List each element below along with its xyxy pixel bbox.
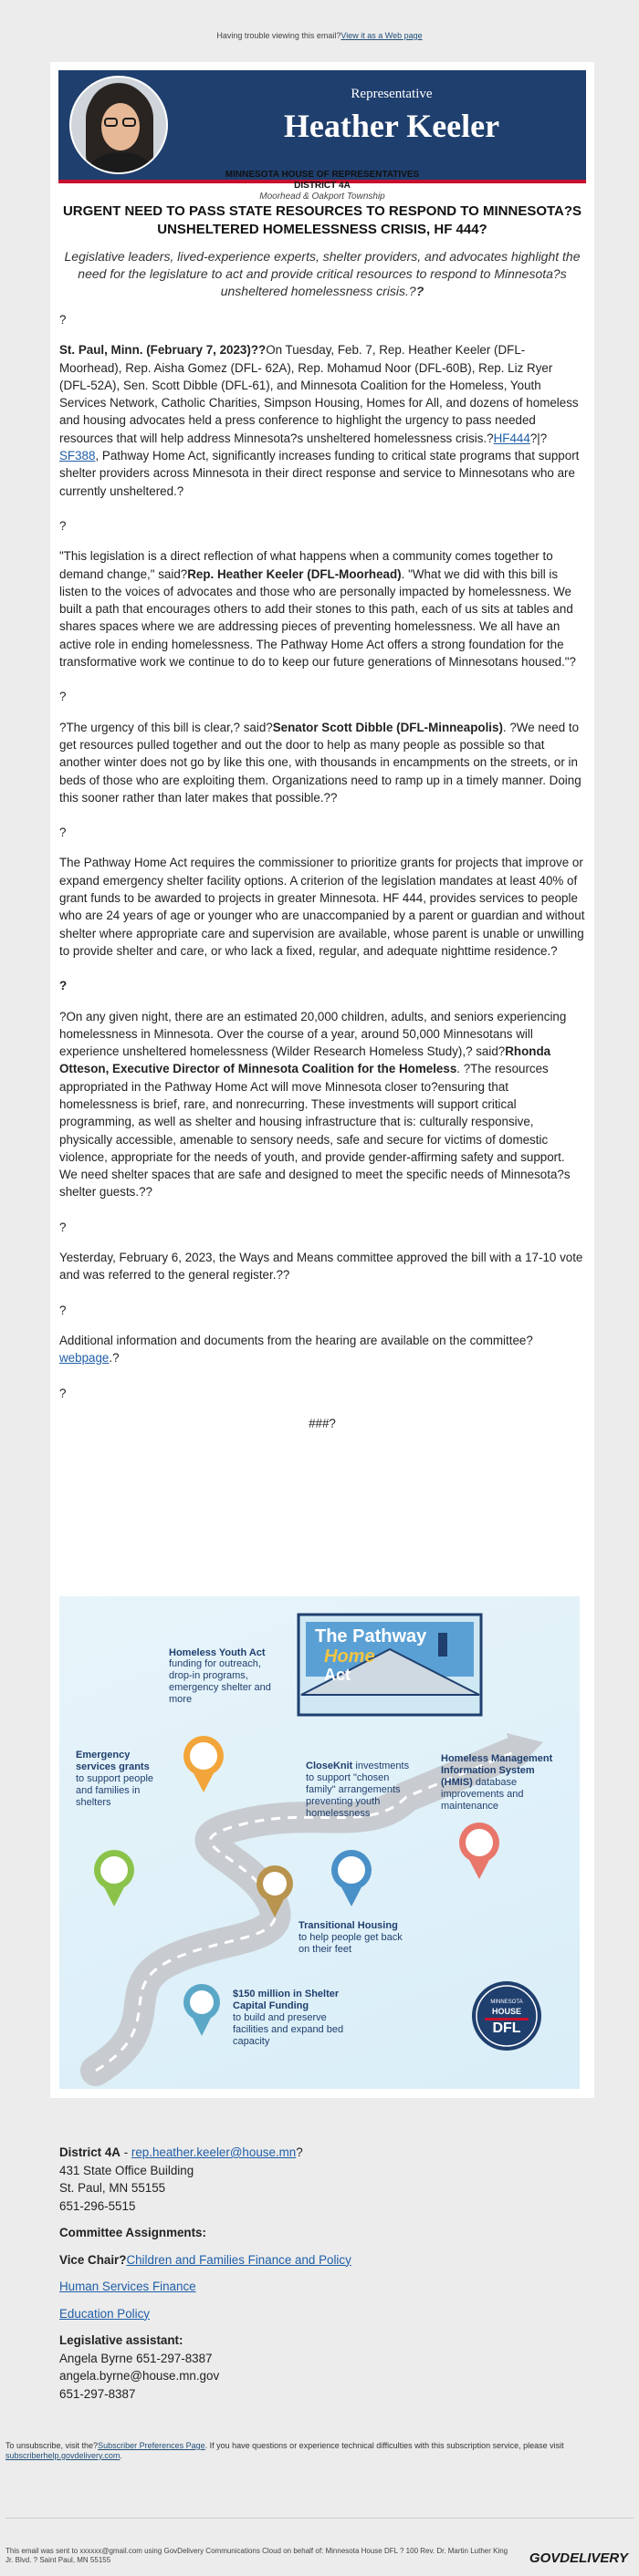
unsubscribe-footer: To unsubscribe, visit the?Subscriber Preferences Page. If you have questions or experience technical difficulties with this subscription service, please visit subscriberhelp.govdelivery.com. bbox=[5, 2441, 564, 2460]
paragraph-dibble-quote: ?The urgency of this bill is clear,? said?Senator Scott Dibble (DFL-Minneapolis). ?We need to get resources pulled together and out the door to help as many people as possible so that another winter does not go by like this one, with thousands in encampments on the streets, or in beds of those who are exploiting them. Organizations need to ramp up in a timely manner. Doing this sooner rather than later makes that possible.?? bbox=[59, 720, 581, 805]
assistant-heading: Legislative assistant: bbox=[59, 2333, 183, 2347]
committee-link-children[interactable]: Children and Families Finance and Policy bbox=[126, 2252, 351, 2267]
committee-heading: Committee Assignments: bbox=[59, 2226, 206, 2239]
spacer-mark: ? bbox=[59, 979, 68, 993]
sf388-link[interactable]: SF388 bbox=[59, 449, 96, 463]
closeknit-head: CloseKnit bbox=[306, 1761, 353, 1771]
paragraph-additional-info: Additional information and documents from the hearing are available on the committee?webpage.? bbox=[59, 1333, 533, 1366]
hmis-body: database improvements and maintenance bbox=[441, 1777, 524, 1812]
emergency-grants-wrap bbox=[76, 1750, 162, 1850]
emergency-grants-body: to support people and families in shelters bbox=[76, 1773, 154, 1808]
shelter-capital-body: to build and preserve facilities and expand bed capacity bbox=[233, 2012, 344, 2047]
house-line2: DISTRICT 4A bbox=[294, 181, 351, 191]
pin-capital-icon bbox=[183, 1984, 220, 2036]
spacer-mark: ? bbox=[59, 1303, 67, 1317]
transitional-body: to help people get back on their feet bbox=[299, 1932, 403, 1955]
spacer-mark: ? bbox=[59, 1386, 67, 1400]
subheadline: Legislative leaders, lived-experience experts, shelter providers, and advocates highlight the need for the legislature to act and provide critical resources to respond to Minnesota?s unsheltered homelessness crisis.?? bbox=[64, 249, 581, 298]
spacer-mark: ? bbox=[59, 690, 67, 704]
emergency-grants-head: Emergency services grants bbox=[76, 1750, 150, 1772]
end-marker: ###? bbox=[309, 1416, 336, 1430]
pin-emergency-icon bbox=[94, 1850, 134, 1906]
office-phone: 651-296-5515 bbox=[59, 2198, 136, 2213]
banner-name: Heather Keeler bbox=[283, 108, 500, 144]
spacer-mark: ? bbox=[59, 826, 67, 840]
banner-title: Representative bbox=[351, 87, 433, 101]
closeknit-body: investments to support "chosen family" arrangements preventing youth homelessness bbox=[306, 1761, 410, 1819]
committee-item bbox=[59, 2278, 585, 2296]
mn-house-dfl-logo bbox=[472, 1981, 541, 2051]
email-link[interactable]: rep.heather.keeler@house.mn bbox=[131, 2145, 297, 2159]
address-line1: 431 State Office Building bbox=[59, 2163, 194, 2177]
pin-youth-icon bbox=[183, 1736, 224, 1792]
vice-chair-line: Vice Chair?Children and Families Finance and Policy bbox=[59, 2252, 351, 2267]
infographic-svg bbox=[59, 1596, 580, 2089]
paragraph-intro: St. Paul, Minn. (February 7, 2023)??On Tuesday, Feb. 7, Rep. Heather Keeler (DFL- Moorhead), Rep. Aisha Gomez (DFL- 62A), Rep. Mohamud Noor (DFL-60B), Rep. Liz Ryer (DFL-52A), Sen. Scott Dibble (DFL-61), and Minnesota Coalition for the Homeless, Youth Services Network, Catholic Charities, Simpson Housing, Homes for All, and dozens of homeless and housing advocates held a press conference to highlight the urgency to pass needed resources that will help address Minnesota?s unsheltered homelessness crisis.?HF444?|?SF388, Pathway Home Act, significantly increases funding to critical state programs that support shelter providers across Minnesota in their direct response and service to Minnesotans who are currently unsheltered.? bbox=[59, 343, 580, 498]
paragraph-pathway-act: The Pathway Home Act requires the commissioner to prioritize grants for projects that improve or expand emergency shelter facility options. A criterion of the legislation mandates at least 40% of grant funds to be awarded to projects in greater Minnesota. HF 444, provides services to people who are 24 years of age or younger who are unaccompanied by a parent or guardian and without shelter where appropriate care and supervision are available, whose parent is unable or unwilling to provide shelter and care, or who lack a fixed, regular, and adequate nighttime residence.? bbox=[59, 856, 585, 958]
address-line2: St. Paul, MN 55155 bbox=[59, 2181, 166, 2195]
govdelivery-logo: GOVDELIVERY bbox=[529, 2550, 628, 2566]
hf444-link[interactable]: HF444 bbox=[493, 431, 530, 445]
shelter-capital-wrap bbox=[233, 1989, 361, 2080]
pathway-home-infographic bbox=[59, 1596, 580, 2089]
logo-bottom: DFL bbox=[492, 2020, 521, 2036]
spacer-mark: ? bbox=[59, 518, 67, 533]
headline: URGENT NEED TO PASS STATE RESOURCES TO RESPOND TO MINNESOTA?S UNSHELTERED HOMELESSNESS CRISIS, HF 444? bbox=[62, 203, 582, 237]
spacer-mark: ? bbox=[59, 1220, 67, 1234]
header-banner bbox=[58, 70, 586, 183]
sent-notice: This email was sent to xxxxxx@gmail.com using GovDelivery Communications Cloud on behalf of: Minnesota House DFL ? 100 Rev. Dr. Martin Luther King Jr. Blvd. ? Saint Paul, MN 55155 bbox=[5, 2547, 508, 2564]
pin-closeknit-icon bbox=[331, 1850, 372, 1906]
transitional-head: Transitional Housing bbox=[299, 1920, 398, 1931]
committee-webpage-link[interactable]: webpage bbox=[59, 1351, 110, 1366]
paragraph-otteson-quote: ?On any given night, there are an estimated 20,000 children, adults, and seniors experiencing homelessness in Minnesota. Over the course of a year, around 50,000 Minnesotans will experience unsheltered homelessness (Wilder Research Homeless Study),? said?Rhonda Otteson, Executive Director of Minnesota Coalition for the Homeless. ?The resources appropriated in the Pathway Home Act will move Minnesota closer to?ensuring that homelessness is brief, rare, and nonrecurring. These investments will support critical programming, as well as shelter and housing infrastructure that is: culturally responsive, physically accessible, amenable to sensory needs, safe and secure for victims of domestic violence, appropriate for the needs of youth, and provide gender-affirming safety and support. We need shelter spaces that are safe and designed to meet the specific needs of Minnesota?s shelter guests.?? bbox=[59, 1009, 571, 1200]
house-town: Moorhead & Oakport Township bbox=[259, 192, 385, 202]
youth-act-body: funding for outreach, drop-in programs, emergency shelter and more bbox=[169, 1658, 271, 1705]
assistant-phone: 651-297-8387 bbox=[59, 2386, 136, 2401]
subscriber-preferences-link[interactable]: Subscriber Preferences Page bbox=[98, 2441, 205, 2450]
infographic-title-3: Act bbox=[324, 1666, 351, 1684]
view-as-web-page-link[interactable]: View it as a Web page bbox=[340, 31, 423, 40]
district-info bbox=[50, 170, 594, 203]
logo-mid: HOUSE bbox=[491, 2007, 522, 2016]
dateline: St. Paul, Minn. (February 7, 2023)?? bbox=[59, 343, 267, 358]
committee-link-education[interactable]: Education Policy bbox=[59, 2306, 150, 2321]
contact-info bbox=[59, 2144, 585, 2403]
committee-link-human-services[interactable]: Human Services Finance bbox=[59, 2280, 196, 2293]
infographic-title-1: The Pathway bbox=[315, 1626, 427, 1646]
subscriber-help-link[interactable]: subscriberhelp.govdelivery.com bbox=[5, 2451, 120, 2460]
paragraph-keeler-quote: "This legislation is a direct reflection of what happens when a community comes together to demand change," said?Rep. Heather Keeler (DFL-Moorhead). "What we did with this bill is listen to the voices of advocates and those who are personally impacted by homelessness. We built a path that encourages others to add their stones to this path, each of us sits at tables and shares spaces where we are addressing pieces of preventing homelessness. We all have an active role in ending homelessness. The Pathway Home Act offers a strong foundation for the transformative work we continue to do to keep our future generations of Minnesotans housed."? bbox=[59, 549, 577, 670]
footer-divider bbox=[0, 2518, 639, 2519]
hmis-wrap bbox=[441, 1753, 569, 1835]
assistant-name: Angela Byrne 651-297-8387 bbox=[59, 2351, 213, 2365]
youth-act-head: Homeless Youth Act bbox=[169, 1647, 266, 1658]
assistant-email: angela.byrne@house.mn.gov bbox=[59, 2369, 220, 2383]
shelter-capital-head: $150 million in Shelter Capital Funding bbox=[233, 1989, 340, 2011]
hmis-head: Homeless Management Information System (HMIS) bbox=[441, 1753, 553, 1788]
avatar bbox=[69, 76, 168, 174]
infographic-title-2: Home bbox=[324, 1646, 375, 1667]
spacer-mark: ? bbox=[59, 313, 67, 327]
transitional-wrap bbox=[299, 1920, 408, 1984]
district-contact: District 4A - rep.heather.keeler@house.mn? bbox=[59, 2145, 303, 2159]
pin-hmis-icon bbox=[459, 1823, 499, 1879]
committee-item bbox=[59, 2305, 585, 2323]
preheader-text: Having trouble viewing this email? bbox=[216, 31, 341, 40]
article-body bbox=[59, 203, 585, 1445]
youth-act-body-wrap bbox=[169, 1658, 274, 1731]
preheader bbox=[0, 0, 639, 40]
logo-top: MINNESOTA bbox=[490, 2000, 523, 2005]
closeknit-wrap bbox=[306, 1761, 415, 1843]
paragraph-vote: Yesterday, February 6, 2023, the Ways and Means committee approved the bill with a 17-10 vote and was referred to the general register.?? bbox=[59, 1251, 583, 1283]
house-line1: MINNESOTA HOUSE OF REPRESENTATIVES bbox=[225, 170, 420, 180]
